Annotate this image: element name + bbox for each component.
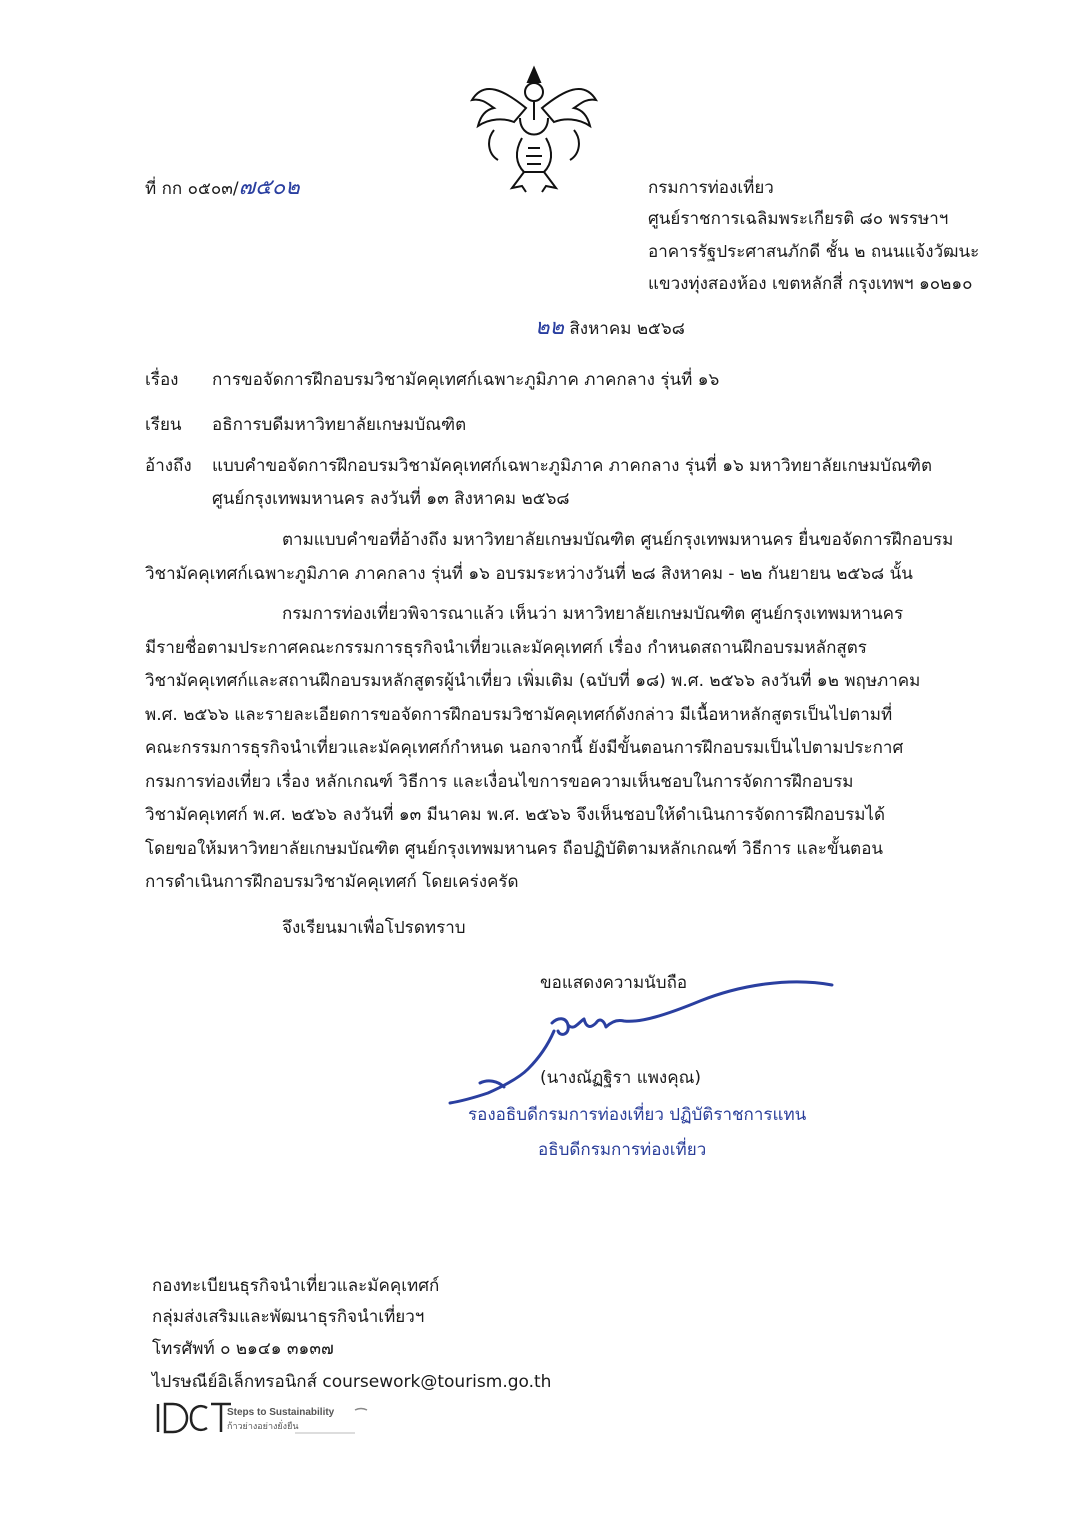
closing-request: จึงเรียนมาเพื่อโปรดทราบ <box>282 918 466 938</box>
body-para1-line-1: ตามแบบคำขอที่อ้างถึง มหาวิทยาลัยเกษมบัณฑิต ศูนย์กรุงเทพมหานคร ยื่นขอจัดการฝึกอบรม <box>282 530 954 550</box>
sender-line-2: ศูนย์ราชการเฉลิมพระเกียรติ ๘๐ พรรษาฯ <box>648 209 949 229</box>
signature-closing: ขอแสดงความนับถือ <box>540 973 688 993</box>
reference-line-1: แบบคำขอจัดการฝึกอบรมวิชามัคคุเทศก์เฉพาะภูมิภาค ภาคกลาง รุ่นที่ ๑๖ มหาวิทยาลัยเกษมบัณฑิต <box>212 456 933 476</box>
sender-line-1: กรมการท่องเที่ยว <box>648 178 774 198</box>
dot-logo-icon <box>155 1398 375 1438</box>
handwritten-signature <box>440 965 860 1115</box>
body-para2-line-4: พ.ศ. ๒๕๖๖ และรายละเอียดการขอจัดการฝึกอบรมวิชามัคคุเทศก์ดังกล่าว มีเนื้อหาหลักสูตรเป็นไปตามที่ <box>145 705 893 725</box>
sender-line-3: อาคารรัฐประศาสนภักดี ชั้น ๒ ถนนแจ้งวัฒนะ <box>648 242 980 262</box>
garuda-emblem-icon <box>464 60 604 200</box>
date-month-year: สิงหาคม ๒๕๖๘ <box>569 319 685 339</box>
logo-thai-tagline: ก้าวย่างอย่างยั่งยืน <box>227 1422 299 1432</box>
recipient-label: เรียน <box>145 415 182 435</box>
footer-phone: โทรศัพท์ ๐ ๒๑๔๑ ๓๑๓๗ <box>152 1339 334 1359</box>
signatory-title-line-1: รองอธิบดีกรมการท่องเที่ยว ปฏิบัติราชการแทน <box>468 1105 807 1125</box>
logo-tagline: Steps to Sustainability <box>227 1407 335 1418</box>
date-day-handwritten: ๒๒ <box>535 315 565 340</box>
body-para2-line-6: กรมการท่องเที่ยว เรื่อง หลักเกณฑ์ วิธีการ และเงื่อนไขการขอความเห็นชอบในการจัดการฝึกอบรม <box>145 772 854 792</box>
recipient-text: อธิการบดีมหาวิทยาลัยเกษมบัณฑิต <box>212 415 467 435</box>
reference-number <box>145 176 300 201</box>
body-para2-line-7: วิชามัคคุเทศก์ พ.ศ. ๒๕๖๖ ลงวันที่ ๑๓ มีนาคม พ.ศ. ๒๕๖๖ จึงเห็นชอบให้ดำเนินการจัดการฝึกอบรมได้ <box>145 805 885 825</box>
reference-number-printed: ที่ กก ๐๕๐๓/ <box>145 179 239 199</box>
body-para2-line-5: คณะกรรมการธุรกิจนำเที่ยวและมัคคุเทศก์กำหนด นอกจากนี้ ยังมีขั้นตอนการฝึกอบรมเป็นไปตามประกาศ <box>145 738 904 758</box>
signatory-title-line-2: อธิบดีกรมการท่องเที่ยว <box>538 1140 707 1160</box>
reference-line-2: ศูนย์กรุงเทพมหานคร ลงวันที่ ๑๓ สิงหาคม ๒๕๖๘ <box>212 489 570 509</box>
letter-date <box>535 316 685 341</box>
body-para2-line-3: วิชามัคคุเทศก์และสถานฝึกอบรมหลักสูตรผู้นำเที่ยว เพิ่มเติม (ฉบับที่ ๑๘) พ.ศ. ๒๕๖๖ ลงวันที่ ๑๒ พฤษภาคม <box>145 671 921 691</box>
sender-line-4: แขวงทุ่งสองห้อง เขตหลักสี่ กรุงเทพฯ ๑๐๒๑๐ <box>648 274 973 294</box>
subject-text: การขอจัดการฝึกอบรมวิชามัคคุเทศก์เฉพาะภูมิภาค ภาคกลาง รุ่นที่ ๑๖ <box>212 370 720 390</box>
footer-email: ไปรษณีย์อิเล็กทรอนิกส์ coursework@tourism.go.th <box>152 1372 552 1392</box>
body-para2-line-9: การดำเนินการฝึกอบรมวิชามัคคุเทศก์ โดยเคร่งครัด <box>145 872 519 892</box>
body-para2-line-8: โดยขอให้มหาวิทยาลัยเกษมบัณฑิต ศูนย์กรุงเทพมหานคร ถือปฏิบัติตามหลักเกณฑ์ วิธีการ และขั้นตอน <box>145 839 884 859</box>
body-para2-line-2: มีรายชื่อตามประกาศคณะกรรมการธุรกิจนำเที่ยวและมัคคุเทศก์ เรื่อง กำหนดสถานฝึกอบรมหลักสูตร <box>145 638 867 658</box>
body-para1-line-2: วิชามัคคุเทศก์เฉพาะภูมิภาค ภาคกลาง รุ่นที่ ๑๖ อบรมระหว่างวันที่ ๒๘ สิงหาคม - ๒๒ กันยายน ๒๕๖๘ นั้น <box>145 564 913 584</box>
signatory-name: (นางณัฏฐิรา แพงคุณ) <box>540 1068 701 1088</box>
footer-division: กองทะเบียนธุรกิจนำเที่ยวและมัคคุเทศก์ <box>152 1276 440 1296</box>
body-para2-line-1: กรมการท่องเที่ยวพิจารณาแล้ว เห็นว่า มหาวิทยาลัยเกษมบัณฑิต ศูนย์กรุงเทพมหานคร <box>282 604 904 624</box>
subject-label: เรื่อง <box>145 370 179 390</box>
reference-number-handwritten: ๗๕๐๒ <box>238 175 300 200</box>
reference-label: อ้างถึง <box>145 456 192 476</box>
footer-group: กลุ่มส่งเสริมและพัฒนาธุรกิจนำเที่ยวฯ <box>152 1307 425 1327</box>
